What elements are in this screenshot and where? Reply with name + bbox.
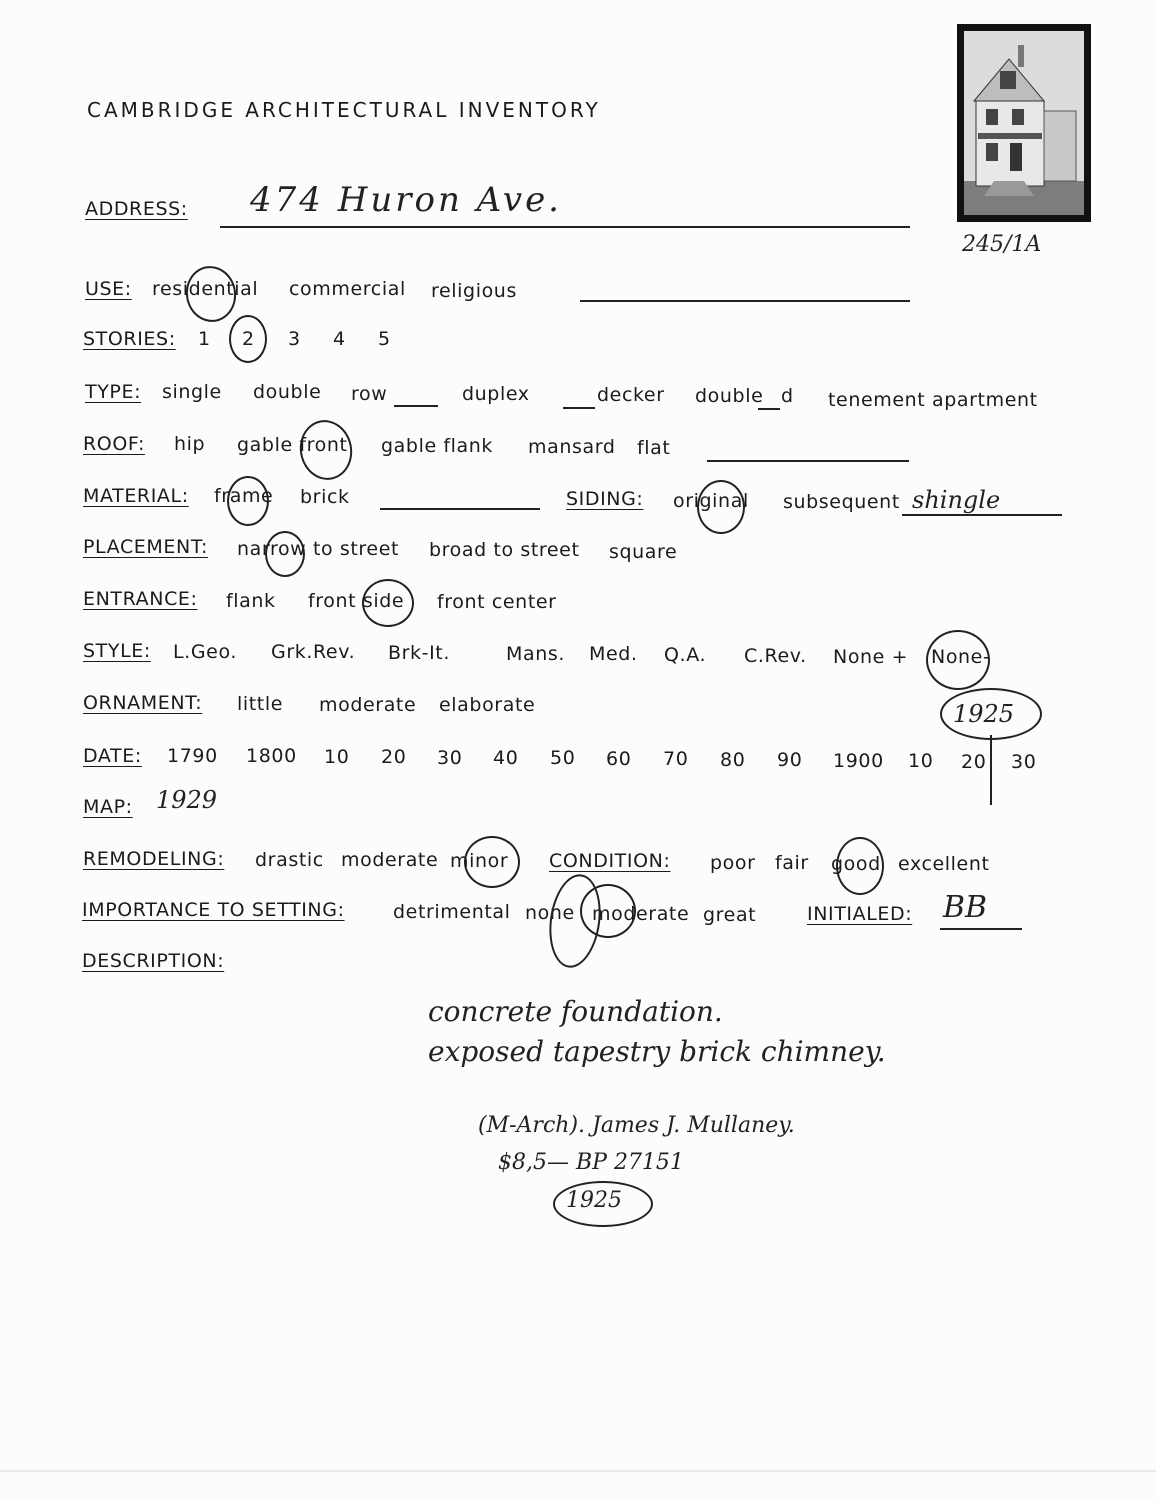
ornament-moderate: moderate (319, 694, 417, 716)
form-title: CAMBRIDGE ARCHITECTURAL INVENTORY (87, 98, 601, 122)
placement-selected-circle (265, 531, 305, 577)
date-60: 60 (606, 748, 632, 770)
material-other-line (380, 508, 540, 510)
condition-poor: poor (710, 852, 756, 874)
roof-flat: flat (637, 437, 671, 459)
description-label: DESCRIPTION: (82, 950, 225, 972)
roof-gable-flank: gable flank (381, 435, 494, 457)
stories-1: 1 (198, 328, 211, 350)
condition-fair: fair (775, 852, 809, 874)
date-30: 30 (437, 747, 463, 769)
roof-gable-front: gable front (237, 434, 348, 456)
address-label: ADDRESS: (85, 198, 188, 220)
siding-selected-circle (697, 480, 745, 534)
style-qa: Q.A. (664, 644, 707, 666)
remodeling-selected-circle (464, 836, 520, 888)
use-residential: residential (152, 278, 259, 300)
type-row-blank (394, 405, 438, 407)
type-decker: decker (597, 384, 665, 406)
remodeling-minor: minor (450, 850, 509, 872)
material-frame: frame (214, 485, 274, 507)
remodeling-drastic: drastic (255, 849, 324, 871)
date-70: 70 (663, 748, 689, 770)
stories-2: 2 (242, 328, 255, 350)
description-line-1: concrete foundation. (428, 995, 723, 1028)
style-lgeo: L.Geo. (173, 641, 237, 663)
style-med: Med. (589, 643, 638, 665)
description-line-2: exposed tapestry brick chimney. (428, 1035, 886, 1068)
date-80: 80 (720, 749, 746, 771)
date-1920: 20 (961, 751, 987, 773)
material-label: MATERIAL: (83, 485, 189, 507)
ornament-elaborate: elaborate (439, 694, 536, 716)
date-1930: 30 (1011, 751, 1037, 773)
date-label: DATE: (83, 745, 142, 767)
remodeling-moderate: moderate (341, 849, 439, 871)
house-photo (957, 24, 1091, 222)
importance-none: none (525, 902, 575, 924)
type-double-d-blank (758, 408, 780, 410)
entrance-front-center: front center (437, 591, 557, 613)
type-label: TYPE: (85, 381, 142, 403)
remodeling-label: REMODELING: (83, 848, 225, 870)
type-duplex: duplex (462, 383, 530, 405)
map-label: MAP: (83, 796, 133, 818)
description-year: 1925 (566, 1188, 622, 1213)
type-decker-blank (563, 407, 595, 409)
style-brkit: Brk-It. (388, 642, 450, 664)
type-tenement-apartment: tenement apartment (828, 389, 1038, 411)
stories-3: 3 (288, 328, 301, 350)
placement-label: PLACEMENT: (83, 536, 208, 558)
stories-5: 5 (378, 328, 391, 350)
date-1910: 10 (908, 750, 934, 772)
stories-label: STORIES: (83, 328, 176, 350)
entrance-flank: flank (226, 590, 276, 612)
style-grkrev: Grk.Rev. (271, 641, 356, 663)
placement-narrow: narrow to street (237, 538, 400, 560)
entrance-front-side: front side (308, 590, 405, 612)
ornament-label: ORNAMENT: (83, 692, 203, 714)
stories-selected-circle (229, 315, 267, 363)
style-label: STYLE: (83, 640, 151, 662)
type-double: double (253, 381, 322, 403)
importance-great: great (703, 904, 757, 926)
placement-broad: broad to street (429, 539, 580, 561)
material-selected-circle (227, 476, 269, 526)
ornament-little: little (237, 693, 284, 715)
roof-hip: hip (174, 433, 206, 455)
date-1790: 1790 (167, 745, 218, 767)
style-crev: C.Rev. (744, 645, 807, 667)
initialed-value: BB (943, 890, 988, 925)
date-pointer-line (990, 735, 992, 805)
address-value: 474 Huron Ave. (250, 180, 562, 220)
date-20: 20 (381, 746, 407, 768)
photo-reference: 245/1A (962, 232, 1042, 257)
material-brick: brick (300, 486, 350, 508)
description-architect: (M-Arch). James J. Mullaney. (478, 1113, 795, 1138)
entrance-label: ENTRANCE: (83, 588, 198, 610)
date-1900: 1900 (833, 750, 884, 772)
style-none-plus: None + (833, 646, 909, 668)
type-double-d: double (695, 385, 764, 407)
siding-original: original (673, 490, 749, 512)
importance-moderate: moderate (592, 903, 690, 925)
date-50: 50 (550, 747, 576, 769)
scan-edge (0, 1470, 1156, 1472)
style-selected-circle (926, 630, 990, 690)
stories-4: 4 (333, 328, 346, 350)
description-permit: $8,5— BP 27151 (498, 1150, 684, 1175)
date-1800: 1800 (246, 745, 297, 767)
date-handwritten: 1925 (953, 700, 1015, 728)
importance-detrimental: detrimental (393, 901, 511, 923)
condition-label: CONDITION: (549, 850, 671, 872)
use-selected-circle (182, 262, 241, 326)
use-other-line (580, 300, 910, 302)
date-90: 90 (777, 749, 803, 771)
style-mans: Mans. (506, 643, 566, 665)
siding-handwritten: shingle (912, 486, 1001, 514)
roof-other-line (707, 460, 909, 462)
siding-subsequent: subsequent (783, 491, 900, 513)
siding-label: SIDING: (566, 488, 644, 510)
condition-excellent: excellent (898, 853, 990, 875)
style-none-minus: None- (931, 646, 991, 668)
map-value: 1929 (156, 786, 218, 814)
house-image (964, 31, 1084, 215)
use-commercial: commercial (289, 278, 406, 300)
roof-label: ROOF: (83, 433, 145, 455)
use-religious: religious (431, 280, 517, 302)
roof-selected-circle (294, 415, 357, 485)
placement-square: square (609, 541, 678, 563)
roof-mansard: mansard (528, 436, 616, 458)
condition-good: good (831, 853, 881, 875)
importance-selected-circle (580, 884, 636, 938)
address-line (220, 226, 910, 228)
type-single: single (162, 381, 222, 403)
date-40: 40 (493, 747, 519, 769)
type-d: d (781, 385, 794, 407)
type-row: row (351, 383, 388, 405)
date-10: 10 (324, 746, 350, 768)
initialed-label: INITIALED: (807, 903, 913, 925)
condition-selected-circle (836, 837, 884, 895)
siding-other-line (902, 514, 1062, 516)
entrance-selected-circle (362, 579, 414, 627)
initialed-line (940, 928, 1022, 930)
importance-label: IMPORTANCE TO SETTING: (82, 899, 345, 921)
use-label: USE: (85, 278, 132, 300)
